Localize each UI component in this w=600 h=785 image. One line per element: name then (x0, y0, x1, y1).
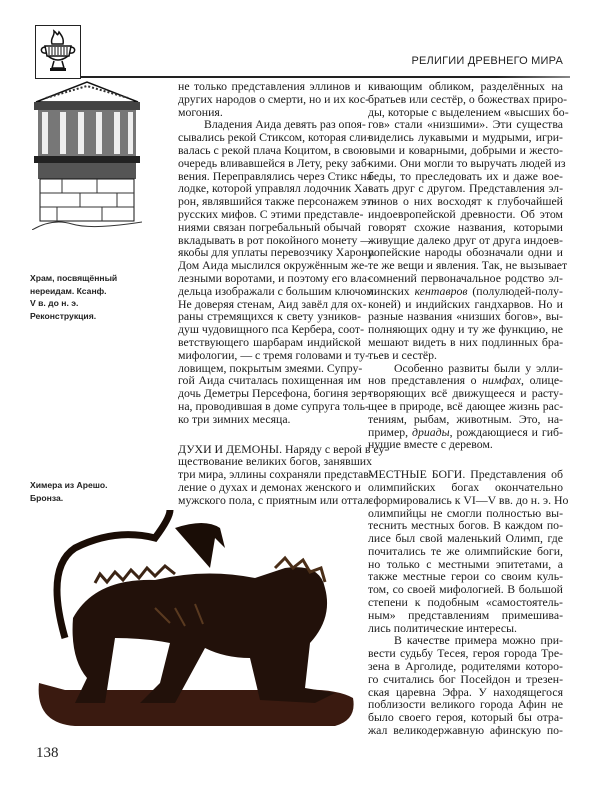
text-line: лезными воротами, и поэтому его вла- (178, 270, 371, 285)
text-line: индоевропейской древности. Об этом (368, 206, 563, 221)
text-line: го считались бог Посейдон и трезен- (368, 671, 563, 686)
text-line: других народов о смерти, но и их кос- (178, 91, 370, 106)
text-line: раны стремящихся к свету узников- (178, 309, 361, 324)
text-segment: нов представления о (368, 373, 483, 388)
text-line: но только с местными эпитетами, а (368, 556, 563, 571)
text-line: братьев или сестёр, о божествах приро- (368, 91, 568, 106)
text-line: Особенно развиты были у элли- (394, 360, 563, 375)
caption-line: Бронза. (30, 492, 64, 503)
text-line: щее в природе, всё дающее жизнь рас- (368, 398, 563, 413)
text-line: могония. (178, 104, 223, 119)
text-line: дельца изображали с большим ключом. (178, 283, 377, 298)
text-line: лодке, которой управлял лодочник Ха- (178, 181, 372, 196)
text-line: вения. Переправлялись через Стикс на (178, 168, 372, 183)
text-line: якобы для уплаты перевозчику Харону. (178, 245, 376, 260)
text-line: разные названия «низших богов», вы- (368, 309, 563, 324)
text-line: тениям, рыбам, животным. Это, на- (368, 411, 563, 426)
text-line: степени к подобным «самостоятель- (368, 595, 563, 610)
text-segment: пример, (368, 424, 412, 439)
text-line: коней) и индийских гандхарвов. Но и (368, 296, 563, 311)
text-line: беды, то преследовать их и даже вое- (368, 168, 563, 183)
text-line: полняющих одну и ту же функцию, не (368, 322, 563, 337)
text-line: на, проводившая в доме супруга толь- (178, 398, 369, 413)
text-line: теснить местных богов. В каждом по- (368, 518, 563, 533)
text-line: МЕСТНЫЕ БОГИ. Представления об (368, 467, 563, 482)
italic-term: дриады (411, 424, 450, 439)
text-line: сформировались к VI—V вв. до н. э. Но (368, 492, 569, 507)
caption-line: Реконструкция. (30, 310, 97, 321)
text-line: творяющих всё движущееся и расту- (368, 386, 563, 401)
text-line: было своего героя, который бы отра- (368, 710, 563, 725)
text-line: душ чудовищного пса Кербера, соот- (178, 322, 365, 337)
paragraph (368, 362, 563, 452)
text-line: кивающим обликом, разделённых на (368, 79, 563, 93)
text-line: вкладывать в рот покойного монету — (178, 232, 373, 247)
text-line: ловищем, покрытым змеями. Супру- (178, 360, 363, 375)
text-line: ление о духах и демонах женского и (178, 479, 361, 494)
text-line: нущие вместе с деревом. (368, 437, 493, 452)
italic-term: кентавров (414, 283, 468, 298)
text-segment: линских (368, 283, 415, 298)
text-line: также местные герои со своим куль- (368, 569, 563, 584)
text-line: ропейские народы обозначали одни и (368, 245, 563, 260)
text-line: том, со своей мифологией. В большой (368, 582, 563, 597)
text-line: гой Аида считалась похищенная им (178, 373, 361, 388)
paragraph (178, 79, 370, 119)
text-line: ская царевна Эфра. У находящегося (368, 684, 563, 699)
text-line: ДУХИ И ДЕМОНЫ. Наряду с верой в су- (178, 441, 389, 456)
text-line: Владения Аида девять раз опоя- (204, 117, 366, 132)
text-column-middle (178, 79, 389, 507)
caption-line: V в. до н. э. (30, 298, 79, 308)
text-line: зена в Арголиде, родителями которо- (368, 659, 563, 674)
paragraph (178, 117, 377, 426)
page-number: 138 (36, 745, 59, 761)
chimera-caption (30, 479, 108, 504)
text-line: виделись лукавыми и мудрыми, игри- (368, 130, 563, 145)
paragraph (368, 79, 569, 362)
text-line: кими. Они могли то выручать людей из (368, 155, 566, 170)
text-line: не только представления эллинов и (178, 79, 361, 93)
text-line: выми и коварными, добрыми и жесто- (368, 142, 563, 157)
text-segment: , рождающиеся и гиб- (449, 424, 563, 439)
text-line: ным» представлениям примешива- (368, 607, 563, 622)
running-title: РЕЛИГИИ ДРЕВНЕГО МИРА (411, 55, 563, 67)
text-line: лись политические интересы. (368, 620, 517, 635)
text-line: сомнений первоначальное родство эл- (368, 270, 563, 285)
text-line: рон, являвшийся также персонажем эт- (178, 194, 376, 209)
text-line: мешают видеть в них подлинных бра- (368, 334, 563, 349)
text-line: лисе был свой маленький Олимп, где (368, 531, 563, 546)
text-line: ществование великих богов, занявших (178, 454, 372, 469)
caption-line: Храм, посвящённый (30, 273, 118, 283)
caption-line: нереидам. Ксанф. (30, 285, 107, 296)
text-line: живущие далеко друг от друга индоев- (368, 232, 563, 247)
caption-line: Химера из Арешо. (30, 480, 108, 490)
text-line: почитались те же олимпийские боги, (368, 543, 563, 558)
text-line: мужского пола, с приятным или оттал- (178, 492, 373, 507)
paragraph (178, 441, 389, 507)
text-segment: (полулюдей-полу- (467, 283, 563, 298)
text-column-right (368, 79, 569, 738)
text-line: вести судьбу Тесея, героя города Тре- (368, 646, 563, 661)
text-line: олимпийских богах окончательно (368, 479, 563, 494)
text-segment: , олице- (521, 373, 563, 388)
text-line: русских мифов. С этими представле- (178, 206, 364, 221)
text-line: валась с рекой плача Коцитом, в свою (178, 142, 368, 157)
text-line: три мира, эллины сохраняли представ- (178, 467, 373, 482)
text-line: поблизости великого города Афин не (368, 697, 563, 712)
chimera-bronze-photo (35, 508, 357, 728)
text-line: В качестве примера можно при- (394, 633, 563, 648)
text-line: ниями связан погребальный обычай (178, 219, 361, 234)
flaming-urn-icon (35, 25, 81, 79)
text-line: линов о них восходят к глубочайшей (368, 194, 563, 209)
text-line: сывались рекой Стиксом, которая сли- (178, 130, 371, 145)
text-line: Не доверяя стенам, Аид завёл для ох- (178, 296, 367, 311)
italic-term: нимфах (482, 373, 521, 388)
text-line (368, 285, 563, 298)
text-line: вать друг с другом. Представления эл- (368, 181, 563, 196)
paragraph (368, 467, 569, 635)
text-line: ко три зимних месяца. (178, 411, 291, 426)
text-line: мифологии, — с тремя головами и ту- (178, 347, 370, 362)
temple-illustration (32, 80, 142, 230)
paragraph (368, 634, 563, 736)
text-line: очередь вливавшейся в Лету, реку заб- (178, 155, 371, 170)
text-line: ды, которые с выделением «высших бо- (368, 104, 569, 119)
text-line: те же вещи и явления. Так, не вызывает (368, 258, 568, 273)
text-line: олимпийцы не смогли полностью вы- (368, 505, 563, 520)
text-line: ветствующего шарбарам индийской (178, 334, 361, 349)
text-line: дочь Деметры Персефона, богиня зер- (178, 386, 371, 401)
temple-caption (30, 272, 117, 322)
text-line: жал великодержавную афинскую по- (368, 723, 563, 738)
header-rule (80, 76, 570, 78)
text-line: говорят схожие названия, которыми (368, 219, 563, 234)
text-line: тьев и сестёр. (368, 347, 437, 362)
text-line: гов» стали «низшими». Эти существа (368, 117, 563, 132)
text-line: Дом Аида мыслился окружённым же- (178, 258, 369, 273)
